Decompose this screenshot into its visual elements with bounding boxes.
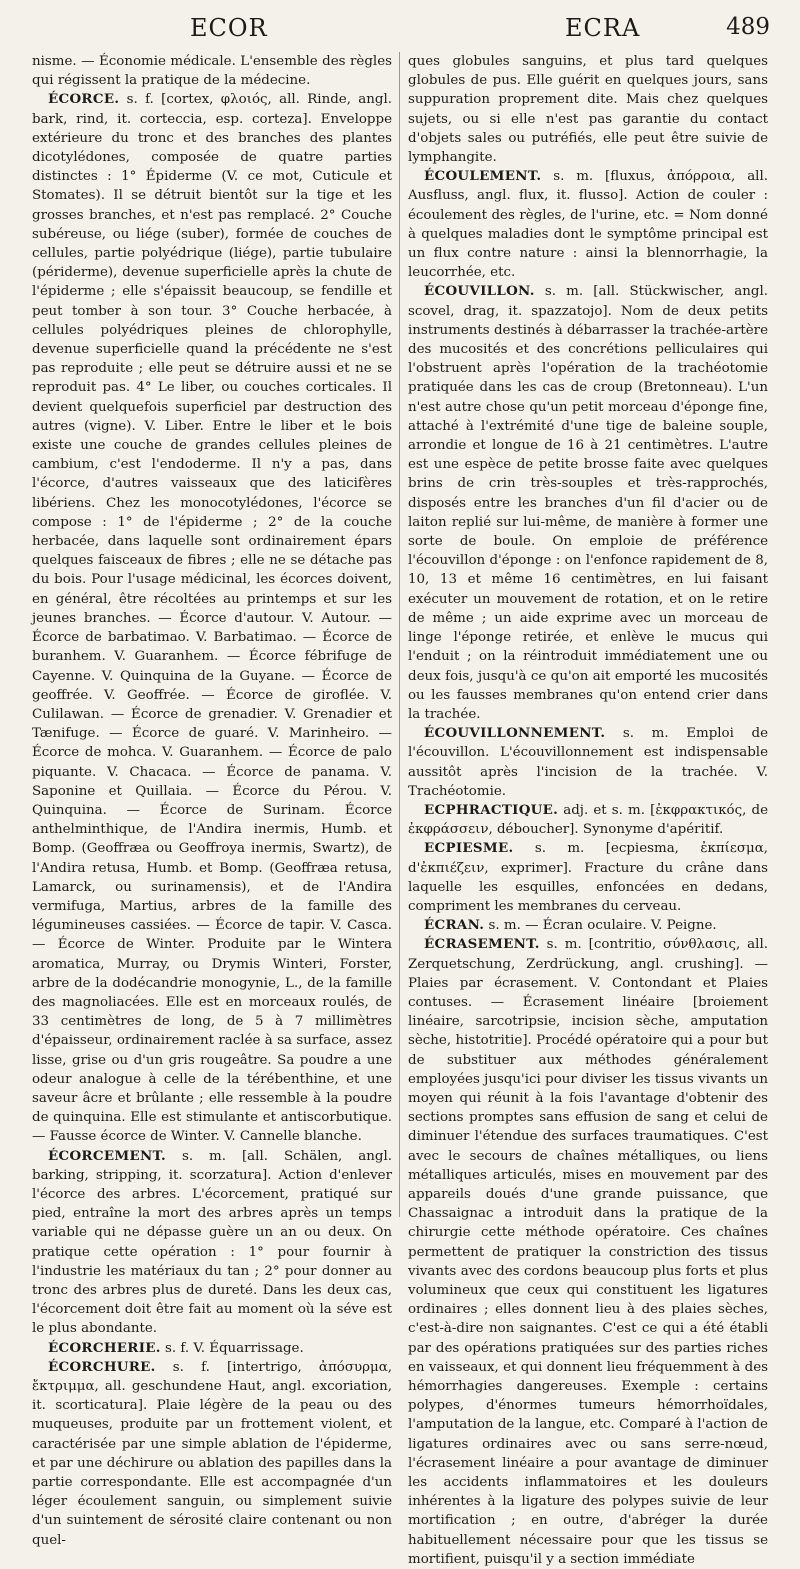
entry-text: s. f. [intertrigo, ἀπόσυρμα, ἔκτριμμα, all. geschundene Haut, angl. excoriation, it. scorticatura]. Plaie légère de la peau ou des muqueuses, produite par un frottement violent, et caractérisée par une simple ablation de l'épiderme, et par une déchirure ou ablation des papilles dans la partie correspondante. Elle est accompagnée d'un léger écoulement sanguin, ou simplement suivie d'un suintement de sérosité claire contenant ou non quel-	[32, 1359, 392, 1548]
headword: ÉCORCHERIE.	[48, 1339, 161, 1356]
entry-text: s. f. V. Équarrissage.	[160, 1340, 304, 1356]
header-right-guide-word: ECRA	[565, 14, 641, 42]
entry-ecpiesme	[408, 839, 768, 916]
headword: ÉCRAN.	[424, 917, 485, 934]
headword: ÉCRASEMENT.	[424, 936, 540, 953]
entry-ecran	[408, 916, 768, 935]
right-column	[408, 52, 768, 1567]
entry-ecrasement	[408, 935, 768, 1569]
entry-text: s. m. [contritio, σύνθλασις, all. Zerquetschung, Zerdrückung, angl. crushing]. — Plaies par écrasement. V. Contondant et Plaies contuses. — Écrasement linéaire [broiement linéaire, sarcotripsie, incision sèche, amputation sèche, histotritie]. Procédé opératoire qui a pour but de substituer aux méthodes généralement employées jusqu'ici pour diviser les tissus vivants un moyen qui réunit à la fois l'avantage d'obtenir des sections promptes sans effusion de sang et celui de diminuer l'étendue des surfaces traumatiques. C'est avec le secours de chaînes métalliques, ou liens métalliques articulés, mises en mouvement par des appareils doués d'une grande puissance, que Chassaignac a introduit dans la pratique de la chirurgie cette méthode opératoire. Ces chaînes permettent de pratiquer la constriction des tissus vivants avec des cordons beaucoup plus forts et plus volumineux que ceux qui constituent les ligatures ordinaires ; elles donnent lieu à des plaies sèches, c'est-à-dire non saignantes. C'est ce qui a été établi par des opérations pratiquées sur des parties riches en vaisseaux, et qui donnent lieu fréquemment à des hémorrhagies dangereuses. Exemple : certains polypes, d'énormes tumeurs hémorrhoïdales, l'amputation de la langue, etc. Comparé à l'action de ligatures ordinaires avec ou sans serre-nœud, l'écrasement linéaire a pour avantage de diminuer les accidents inflammatoires et les douleurs inhérentes à la ligature des polypes suivie de leur mortification ; en outre, d'abréger la durée habituellement nécessaire pour que les tissus se mortifient, puisqu'il y a section immédiate	[408, 937, 768, 1567]
headword: ECPHRACTIQUE.	[424, 801, 559, 818]
entry-text: s. f. [cortex, φλοιός, all. Rinde, angl. bark, rind, it. corteccia, esp. corteza]. Enveloppe extérieure du tronc et des branches des plantes dicotylédones, composée de quatre parties distinctes : 1° Épiderme (V. ce mot, Cuticule et Stomates). Il se détruit bientôt sur la tige et les grosses branches, et n'est pas remplacé. 2° Couche subéreuse, ou liége (suber), formée de couches de cellules, partie polyédrique (liége), partie tubulaire (périderme), devenue superficielle après la chute de l'épiderme ; elle s'épaissit beaucoup, se fendille et peut tomber à son tour. 3° Couche herbacée, à cellules polyédriques pleines de chlorophylle, devenue superficielle quand la précédente ne s'est pas reproduite ; elle peut se détruire aussi et ne se reproduit pas. 4° Le liber, ou couches corticales. Il devient quelquefois superficiel par destruction des autres (vigne). V. Liber. Entre le liber et le bois existe une couche de grandes cellules pleines de cambium, c'est l'endoderme. Il n'y a pas, dans l'écorce, d'autres vaisseaux que des laticifères libériens. Chez les monocotylédones, l'écorce se compose : 1° de l'épiderme ; 2° de la couche herbacée, dans laquelle sont ordinairement épars quelques faisceaux de fibres ; elle ne se détache pas du bois. Pour l'usage médicinal, les écorces doivent, en général, être récoltées au printemps et sur les jeunes branches. — Écorce d'autour. V. Autour. — Écorce de barbatimao. V. Barbatimao. — Écorce de buranhem. V. Guaranhem. — Écorce fébrifuge de Cayenne. V. Quinquina de la Guyane. — Écorce de geoffrée. V. Geoffrée. — Écorce de giroflée. V. Culilawan. — Écorce de grenadier. V. Grenadier et Tænifuge. — Écorce de guaré. V. Marinheiro. — Écorce de mohca. V. Guaranhem. — Écorce de palo piquante. V. Chacaca. — Écorce de panama. V. Saponine et Quillaia. — Écorce du Pérou. V. Quinquina. — Écorce de Surinam. Écorce anthelminthique, de l'Andira inermis, Humb. et Bomp. (Geoffræa ou Geoffroya inermis, Swartz), de l'Andira retusa, Humb. et Bomp. (Geoffræa retusa, Lamarck, ou surinamensis), et de l'Andira vermifuga, Martius, arbres de la famille des légumineuses cassiées. — Écorce de tapir. V. Casca. — Écorce de Winter. Produite par le Wintera aromatica, Murray, ou Drymis Winteri, Forster, arbre de la dodécandrie monogynie, L., de la famille des magnoliacées. Elle est en morceaux roulés, de 33 centimètres de long, de 5 à 7 millimètres d'épaisseur, ordinairement raclée à sa surface, assez lisse, grise ou d'un gris rougeâtre. Sa poudre a une odeur analogue à celle de la térébenthine, et une saveur âcre et brûlante ; elle ressemble à la poudre de quinquina. Elle est stimulante et antiscorbutique. — Fausse écorce de Winter. V. Cannelle blanche.	[32, 92, 392, 1145]
headword: ÉCOUVILLONNEMENT.	[424, 725, 606, 742]
entry-ecouvillon	[408, 282, 768, 724]
entry-ecouvillonnement	[408, 724, 768, 801]
headword: ÉCORCHURE.	[48, 1358, 156, 1375]
entry-text: s. m. Emploi de l'écouvillon. L'écouvillonnement est indispensable aussitôt après l'incision de la trachée. V. Trachéotomie.	[408, 726, 768, 799]
entry-text: s. m. [ecpiesma, ἐκπίεσμα, d'ἐκπιέζειν, exprimer]. Fracture du crâne dans laquelle les esquilles, enfoncées en dedans, compriment les membranes du cerveau.	[408, 841, 768, 914]
headword: ÉCOUVILLON.	[424, 283, 535, 300]
entry-ecphractique	[408, 801, 768, 839]
entry-text: s. m. [all. Stückwischer, angl. scovel, drag, it. spazzatojo]. Nom de deux petits instruments destinés à débarrasser la trachée-artère des mucosités et des concrétions pelliculaires qui l'obstruent après l'opération de la trachéotomie pratiquée dans les cas de croup (Bretonneau). L'un n'est autre chose qu'un petit morceau d'éponge fine, attaché à l'extrémité d'une tige de baleine souple, arrondie et longue de 16 à 21 centimètres. L'autre est une espèce de petite brosse faite avec quelques brins de crin très-souples et très-rapprochés, disposés entre les branches d'un fil d'acier ou de laiton replié sur lui-même, de manière à former une sorte de boule. On emploie de préférence l'écouvillon d'éponge : on l'enfonce rapidement de 8, 10, 13 et même 16 centimètres, en lui faisant exécuter un mouvement de rotation, et on le retire de même ; un aide exprime avec un morceau de linge l'éponge retirée, et enlève le mucus qui l'enduit ; on la réintroduit immédiatement une ou deux fois, jusqu'à ce qu'on ait emporté les mucosités ou les fausses membranes qu'on entend crier dans la trachée.	[408, 284, 768, 722]
headword: ÉCORCEMENT.	[48, 1147, 166, 1164]
entry-text: s. m. — Écran oculaire. V. Peigne.	[484, 918, 717, 934]
entry-ecorcement	[32, 1147, 392, 1339]
entry-ecorce	[32, 90, 392, 1146]
page-number: 489	[726, 14, 770, 40]
header-left-guide-word: ECOR	[190, 14, 268, 42]
entry-text: nisme. — Économie médicale. L'ensemble des règles qui régissent la pratique de la médecine.	[32, 54, 392, 89]
entry-text: s. m. [fluxus, ἀπόρροια, all. Ausfluss, angl. flux, it. flusso]. Action de couler : écoulement des règles, de l'urine, etc. = Nom donné à quelques maladies dont le symptôme principal est un flux contre nature : ainsi la blennorrhagie, la leucorrhée, etc.	[408, 169, 768, 281]
entry-text: ques globules sanguins, et plus tard quelques globules de pus. Elle guérit en quelques jours, sans suppuration proprement dite. Mais chez quelques sujets, ou si elle n'est pas garantie du contact d'objets sales ou putréfiés, elle peut être suivie de lymphangite.	[408, 54, 768, 166]
headword: ÉCORCE.	[48, 91, 120, 108]
entry-continuation	[408, 52, 768, 167]
entry-continuation	[32, 52, 392, 90]
left-column	[32, 52, 392, 1548]
entry-ecorchure	[32, 1358, 392, 1550]
headword: ÉCOULEMENT.	[424, 168, 542, 185]
headword: ECPIESME.	[424, 840, 514, 857]
entry-text: s. m. [all. Schälen, angl. barking, stripping, it. scorzatura]. Action d'enlever l'écorce des arbres. L'écorcement, pratiqué sur pied, entraîne la mort des arbres après un temps variable qui ne dépasse guère un an ou deux. On pratique cette opération : 1° pour fournir à l'industrie les matériaux du tan ; 2° pour donner au tronc des arbres plus de dureté. Dans les deux cas, l'écorcement doit être fait au moment où la séve est le plus abondante.	[32, 1148, 392, 1337]
column-divider	[399, 52, 400, 1217]
entry-ecoulement	[408, 167, 768, 282]
entry-ecorcherie	[32, 1339, 392, 1358]
running-header	[30, 14, 770, 48]
entry-text: adj. et s. m. [ἐκφρακτικός, de ἐκφράσσειν, déboucher]. Synonyme d'apéritif.	[408, 802, 768, 838]
